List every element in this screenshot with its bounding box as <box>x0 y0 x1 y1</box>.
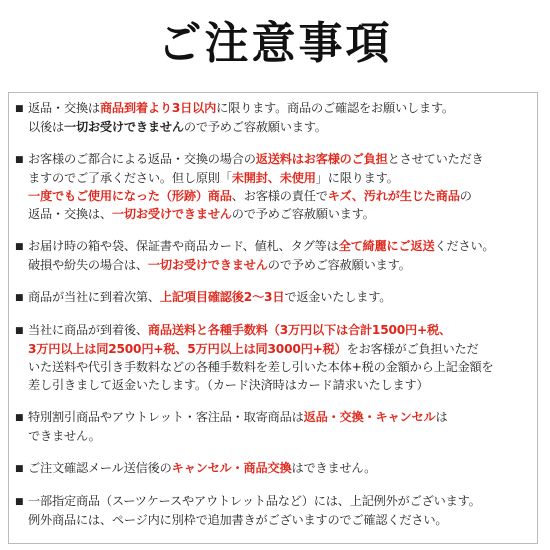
notice-text: の <box>459 189 472 203</box>
notice-text: はできません。 <box>291 461 377 475</box>
bullet-square-icon: ■ <box>15 104 24 114</box>
notice-text: ので予めご容赦願います。 <box>183 120 327 134</box>
notice-text: 返品・交換は、 <box>28 207 112 221</box>
notice-text: お客様のご都合による返品・交換の場合の <box>28 152 256 166</box>
notice-line <box>15 205 533 223</box>
notice-text: いた送料や代引き手数料などの各種手数料を差し引いた本体+税の金額から上記金額を <box>28 360 494 374</box>
notice-item <box>15 408 533 445</box>
notice-line <box>15 376 533 394</box>
bullet-square-icon: ■ <box>15 242 24 252</box>
notice-text: をお客様がご負担いただ <box>346 342 479 356</box>
notice-text: 破損や紛失の場合は、 <box>28 258 148 272</box>
notice-text: 」に限ります。 <box>315 171 399 185</box>
notice-text: は <box>435 410 448 424</box>
bullet-square-icon: ■ <box>15 326 24 336</box>
page-title: ご注意事項 <box>157 18 393 69</box>
highlight-text: 一切お受けできません <box>147 258 268 272</box>
notice-line <box>15 321 533 340</box>
notice-text: ください。 <box>434 239 495 253</box>
highlight-text: 商品到着より3日以内 <box>99 101 217 115</box>
notice-text: で返金いたします。 <box>284 290 392 304</box>
notice-text: とさせていただき <box>387 152 484 166</box>
notice-text: 例外商品には、ページ内に別枠で追加書きがございますのでご確認ください。 <box>28 513 448 527</box>
bullet-square-icon: ■ <box>15 497 24 507</box>
highlight-text: 返送料はお客様のご負担 <box>255 152 388 166</box>
emphasis-text: 一切お受けできません <box>63 120 184 134</box>
highlight-text: 上記項目確認後2〜3日 <box>159 290 285 304</box>
bullet-square-icon: ■ <box>15 155 24 165</box>
notice-line <box>15 408 533 427</box>
notice-line <box>15 187 533 205</box>
notice-text: 差し引きまして返金いたします。（カード決済時はカード請求いたします） <box>28 378 429 392</box>
bullet-square-icon: ■ <box>15 413 24 423</box>
notice-line <box>15 99 533 118</box>
notice-text: できません。 <box>28 429 101 443</box>
notice-item <box>15 237 533 274</box>
notice-item <box>15 150 533 223</box>
notice-text: 以後は <box>28 120 64 134</box>
notice-line <box>15 288 533 307</box>
notice-text: ますのでご了承ください。但し原則「 <box>28 171 232 185</box>
notice-item <box>15 321 533 394</box>
notice-line <box>15 511 533 529</box>
notice-line <box>15 340 533 358</box>
notice-line <box>15 256 533 274</box>
bullet-square-icon: ■ <box>15 293 24 303</box>
notice-line <box>15 150 533 169</box>
notice-text: に限ります。商品のご確認をお願いします。 <box>216 101 454 115</box>
notice-text: 、お客様の責任で <box>231 189 328 203</box>
highlight-text: 未開封、未使用 <box>231 171 316 185</box>
highlight-text: キャンセル・商品交換 <box>171 461 292 475</box>
notice-line <box>15 358 533 376</box>
notice-item <box>15 288 533 307</box>
notice-text: 一部指定商品（スーツケースやアウトレット品など）には、上記例外がございます。 <box>28 494 481 508</box>
notice-box <box>8 92 538 544</box>
bullet-square-icon: ■ <box>15 464 24 474</box>
highlight-text: 一切お受けできません <box>111 207 232 221</box>
notice-text: ので予めご容赦願います。 <box>267 258 411 272</box>
notice-line <box>15 237 533 256</box>
highlight-text: 3万円以上は同2500円+税、5万円以上は同3000円+税） <box>28 342 347 356</box>
notice-text: ので予めご容赦願います。 <box>231 207 375 221</box>
notice-text: お届け時の箱や袋、保証書や商品カード、値札、タグ等は <box>28 239 339 253</box>
notice-line <box>15 427 533 445</box>
notice-line <box>15 118 533 136</box>
highlight-text: 全て綺麗にご返送 <box>338 239 435 253</box>
notice-text: 商品が当社に到着次第、 <box>28 290 160 304</box>
highlight-text: 返品・交換・キャンセル <box>303 410 436 424</box>
notice-text: 特別割引商品やアウトレット・客注品・取寄商品は <box>28 410 304 424</box>
highlight-text: 商品送料と各種手数料（3万円以下は合計1500円+税、 <box>147 323 452 337</box>
highlight-text: キズ、汚れが生じた商品 <box>327 189 460 203</box>
notice-text: ご注文確認メール送信後の <box>28 461 172 475</box>
notice-line <box>15 492 533 511</box>
highlight-text: 一度でもご使用になった（形跡）商品 <box>28 189 232 203</box>
notice-item <box>15 99 533 136</box>
notice-item <box>15 492 533 529</box>
notice-text: 当社に商品が到着後、 <box>28 323 148 337</box>
notice-item <box>15 459 533 478</box>
notice-text: 返品・交換は <box>28 101 100 115</box>
notice-line <box>15 459 533 478</box>
notice-line <box>15 169 533 187</box>
